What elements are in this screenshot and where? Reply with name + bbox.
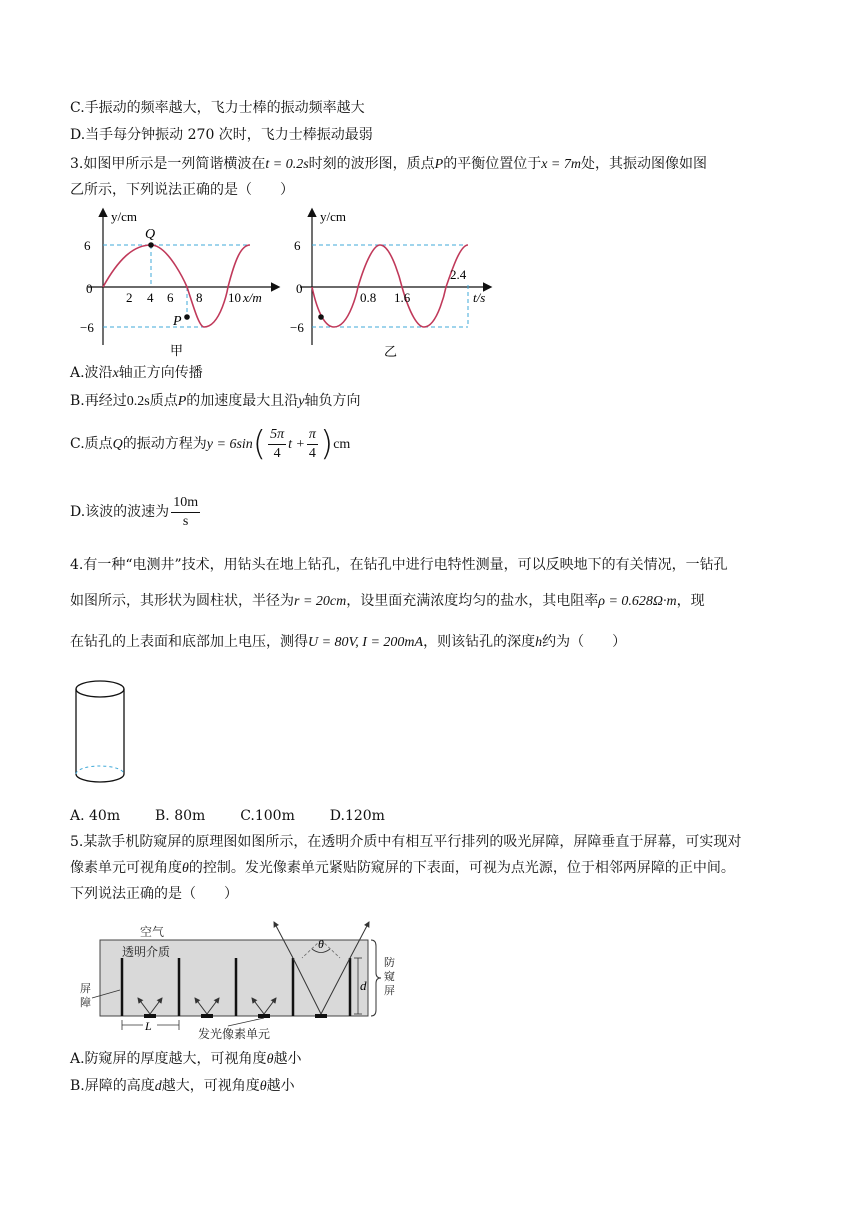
y-tick-0: 0 <box>296 281 303 296</box>
label-screen-1: 防 <box>384 957 395 969</box>
q4-option-c: C.100m <box>240 808 295 824</box>
x-tick-1-6: 1.6 <box>394 290 411 305</box>
vibration-point <box>318 314 324 320</box>
q4-options <box>70 806 385 826</box>
vibration-graph-yi <box>290 205 500 365</box>
caption-jia: 甲 <box>170 343 184 358</box>
label-screen-2: 窥 <box>384 971 395 983</box>
q4-option-a: A. 40m <box>70 808 121 824</box>
q4-option-d: D.120m <box>329 808 385 824</box>
x-tick-2-4: 2.4 <box>450 267 467 282</box>
q3-stem-line2: 乙所示，下列说法正确的是（ ） <box>70 182 294 198</box>
q3-option-d: D.该波的波速为 $\frac{10m}{s}$ <box>70 494 199 529</box>
x-axis-label: t/s <box>473 290 486 305</box>
y-tick-6: 6 <box>84 238 91 253</box>
label-air: 空气 <box>140 925 165 939</box>
x-tick-10: 10 <box>228 290 241 305</box>
label-screen-3: 屏 <box>384 985 395 997</box>
x-axis-label: x/m <box>243 290 262 305</box>
label-q: Q <box>145 227 156 242</box>
q4-option-b: B. 80m <box>155 808 206 824</box>
x-tick-4: 4 <box>147 290 154 305</box>
point-q <box>148 242 154 248</box>
y-axis-label: y/cm <box>320 209 346 224</box>
y-tick-6: 6 <box>294 238 301 253</box>
q3-option-a: A.波沿x轴正方向传播 <box>70 365 203 381</box>
vibration-curve <box>312 245 468 327</box>
x-tick-0-8: 0.8 <box>360 290 377 305</box>
q5-stem-line2: 像素单元可视角度θ的控制。发光像素单元紧贴防窥屏的下表面，可视为点光源，位于相邻两屏障的正中间。 <box>70 860 735 876</box>
label-barrier-2: 障 <box>80 997 91 1009</box>
q3-option-c: C.质点Q的振动方程为y = 6sin( $\frac{5\pi}{4}$ t + $\frac{\pi}{4}$ )cm <box>70 424 351 464</box>
x-tick-2: 2 <box>126 290 133 305</box>
label-p: P <box>173 314 182 329</box>
q3-option-b: B.再经过0.2s质点P的加速度最大且沿y轴负方向 <box>70 393 361 409</box>
q3-stem-line1: 3.如图甲所示是一列简谐横波在t = 0.2s时刻的波形图，质点P的平衡位置位于x = 7m处，其振动图像如图 <box>70 156 707 172</box>
wave-graph-jia <box>78 205 288 360</box>
y-tick-neg6: −6 <box>80 320 94 335</box>
label-d: d <box>360 978 367 993</box>
label-theta: θ <box>318 937 324 951</box>
privacy-screen-figure <box>78 918 408 1043</box>
q5-option-a: A.防窥屏的厚度越大，可视角度θ越小 <box>70 1051 302 1067</box>
q4-stem-line3: 在钻孔的上表面和底部加上电压，测得U = 80V, I = 200mA，则该钻孔的深度h约为（ ） <box>70 634 627 650</box>
label-pixel: 发光像素单元 <box>198 1027 271 1041</box>
y-tick-0: 0 <box>86 281 93 296</box>
caption-yi: 乙 <box>384 344 398 359</box>
label-barrier-1: 屏 <box>80 983 91 995</box>
borehole-cylinder-figure <box>72 676 128 792</box>
q4-stem-line2: 如图所示，其形状为圆柱状，半径为r = 20cm，设里面充满浓度均匀的盐水，其电阻率ρ = 0.628Ω·m，现 <box>70 593 705 609</box>
point-p <box>184 314 190 320</box>
q2-option-c: C.手振动的频率越大，飞力士棒的振动频率越大 <box>70 100 365 116</box>
label-l: L <box>145 1019 152 1033</box>
y-axis-label: y/cm <box>111 209 137 224</box>
q2-option-d: D.当手每分钟振动 270 次时，飞力士棒振动最弱 <box>70 127 373 143</box>
q5-stem-line3: 下列说法正确的是（ ） <box>70 886 238 902</box>
x-tick-8: 8 <box>196 290 203 305</box>
x-tick-6: 6 <box>167 290 174 305</box>
y-tick-neg6: −6 <box>290 320 304 335</box>
q4-stem-line1: 4.有一种“电测井”技术，用钻头在地上钻孔，在钻孔中进行电特性测量，可以反映地下的有关情况，一钻孔 <box>70 557 728 573</box>
q5-option-b: B.屏障的高度d越大，可视角度θ越小 <box>70 1078 295 1094</box>
q5-stem-line1: 5.某款手机防窥屏的原理图如图所示，在透明介质中有相互平行排列的吸光屏障，屏障垂直于屏幕，可实现对 <box>70 834 742 850</box>
label-medium: 透明介质 <box>122 945 171 959</box>
